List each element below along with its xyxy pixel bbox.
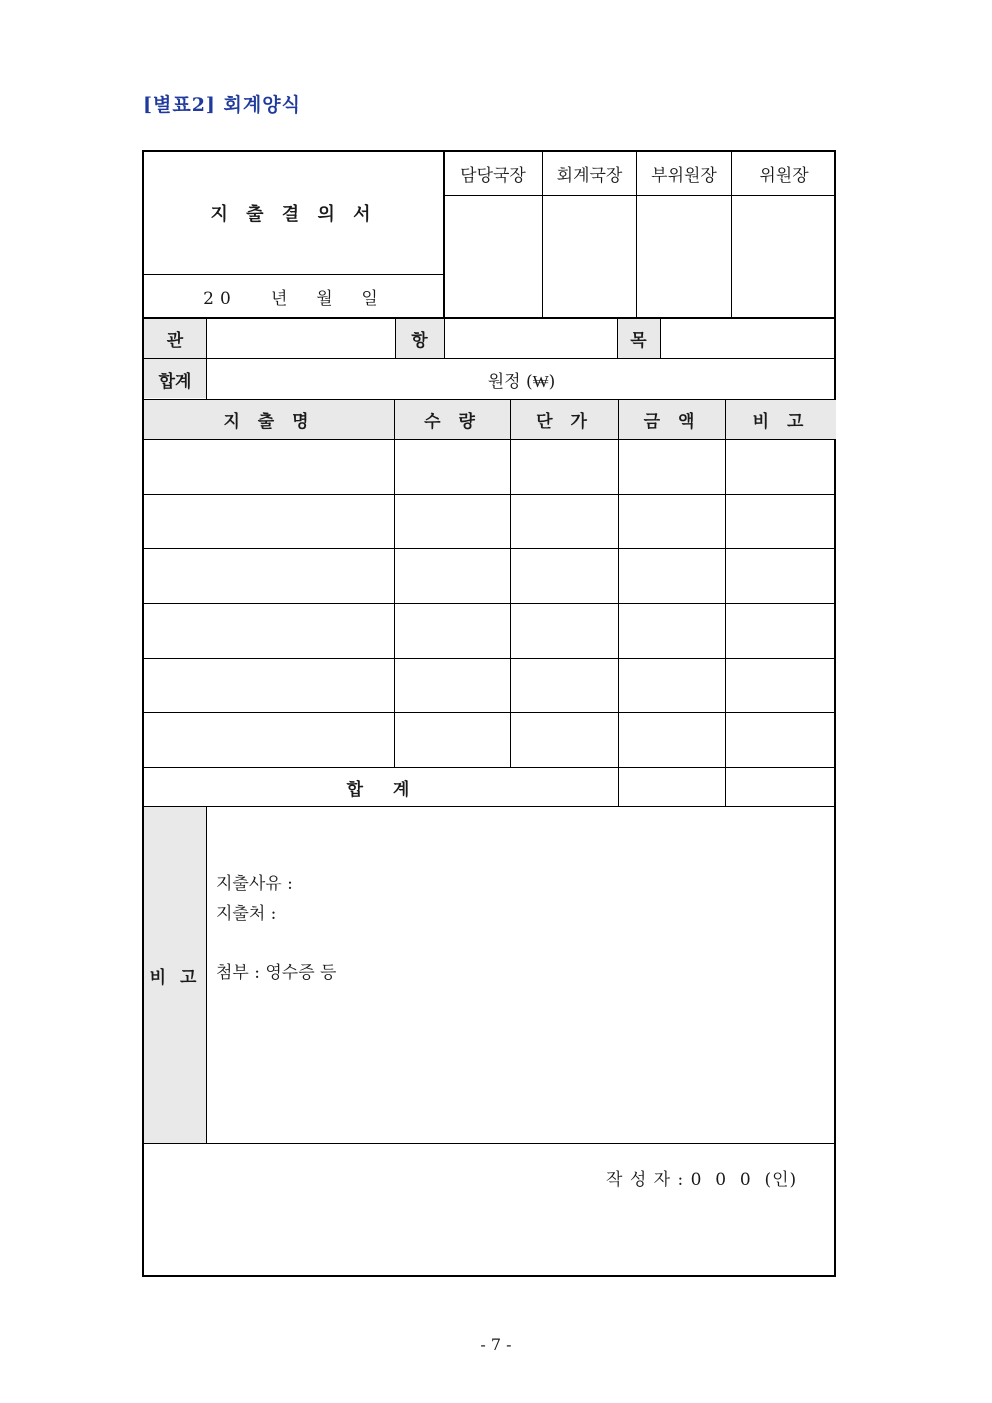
remarks-attachment: 첨부 : 영수증 등 [216, 963, 337, 983]
signature-box-vice-chair[interactable] [637, 196, 731, 317]
author-line: 작 성 자 : 0 0 0 (인) [606, 1170, 798, 1190]
approver-vice-chair: 부위원장 [651, 166, 717, 186]
table-row[interactable] [144, 440, 836, 494]
col-header-quantity: 수 량 [424, 412, 481, 432]
mok-label: 목 [630, 330, 647, 351]
mok-field[interactable] [661, 318, 836, 358]
sum-note-field[interactable] [726, 768, 836, 806]
col-header-amount: 금 액 [643, 412, 701, 432]
form-title: 지 출 결 의 서 [210, 204, 377, 225]
date-line: 20 년 월 일 [203, 288, 384, 309]
table-row[interactable] [144, 659, 836, 712]
col-header-note: 비 고 [752, 412, 810, 432]
approver-accounting-director: 회계국장 [556, 166, 623, 186]
remarks-vendor: 지출처 : [216, 904, 277, 924]
sum-amount-field[interactable] [619, 768, 725, 806]
signature-box-director[interactable] [444, 196, 542, 317]
remarks-label: 비 고 [149, 967, 201, 988]
page-number: - 7 - [480, 1335, 512, 1354]
total-label: 합계 [158, 371, 192, 392]
approver-chair: 위원장 [759, 166, 809, 186]
kwan-field[interactable] [207, 318, 395, 358]
total-amount-field[interactable]: 원정 (₩) [487, 371, 556, 392]
expenditure-resolution-form [142, 150, 836, 1277]
table-row[interactable] [144, 713, 836, 767]
table-row[interactable] [144, 604, 836, 658]
hang-label: 항 [411, 330, 428, 351]
remarks-reason: 지출사유 : [216, 874, 293, 894]
kwan-label: 관 [166, 330, 184, 351]
table-row[interactable] [144, 495, 836, 548]
signature-box-accounting-director[interactable] [543, 196, 636, 317]
hang-field[interactable] [445, 318, 617, 358]
page-heading: [별표2] 회계양식 [143, 94, 301, 116]
col-header-unit-price: 단 가 [536, 412, 593, 432]
signature-box-chair[interactable] [732, 196, 836, 317]
sum-row-label: 합 계 [346, 779, 416, 800]
table-row[interactable] [144, 549, 836, 603]
approver-director: 담당국장 [460, 166, 526, 186]
col-header-item: 지 출 명 [223, 412, 315, 432]
